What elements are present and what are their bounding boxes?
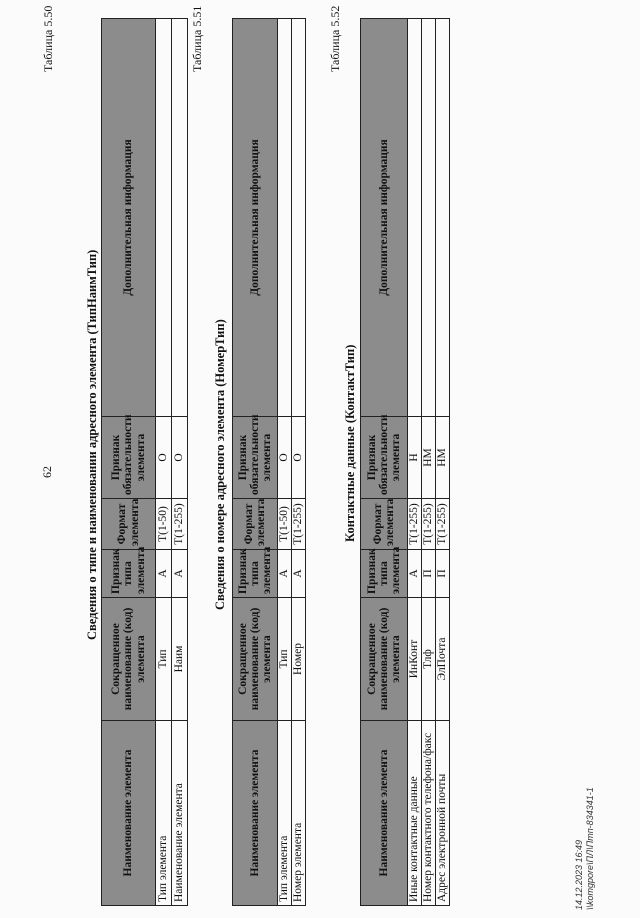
- table-cell: НМ: [436, 417, 450, 499]
- table-cell: НМ: [422, 417, 436, 499]
- table-cell: Номер: [292, 598, 306, 721]
- column-header: Признак обязательности элемента: [102, 417, 156, 499]
- column-header: Сокращенное наименование (код) элемента: [102, 598, 156, 721]
- table-header-row: [233, 19, 278, 906]
- table-cell: А: [408, 550, 422, 598]
- table-cell: [422, 19, 436, 417]
- data-table: [360, 18, 450, 906]
- column-header: Формат элемента: [102, 499, 156, 550]
- column-header: Признак типа элемента: [102, 550, 156, 598]
- table-cell: T(1-50): [156, 499, 172, 550]
- table-cell: [172, 19, 188, 417]
- table-cell: Тип элемента: [156, 721, 172, 906]
- column-header: Формат элемента: [233, 499, 278, 550]
- table-cell: [408, 19, 422, 417]
- stamp-path: \\komgpore\ПЛ\Птп-834341-1: [584, 787, 595, 910]
- table-cell: T(1-255): [422, 499, 436, 550]
- table-title: Сведения о номере адресного элемента (НомерТип): [213, 319, 227, 610]
- table-cell: П: [436, 550, 450, 598]
- table-cell: T(1-255): [408, 499, 422, 550]
- table-label: Таблица 5.50: [41, 5, 55, 72]
- table-cell: [278, 19, 292, 417]
- table-label: Таблица 5.51: [190, 5, 204, 72]
- table-cell: Адрес электронной почты: [436, 721, 450, 906]
- column-header: Дополнительная информация: [361, 19, 408, 417]
- print-stamp: [574, 787, 596, 910]
- data-table: [101, 18, 188, 906]
- table-row: [408, 19, 422, 906]
- table-label: Таблица 5.52: [328, 5, 342, 72]
- table-cell: T(1-255): [292, 499, 306, 550]
- table-header-row: [361, 19, 408, 906]
- page-number: 62: [40, 466, 54, 478]
- table-title: Сведения о типе и наименовании адресного элемента (ТипНаимТип): [85, 249, 99, 640]
- table-cell: А: [172, 550, 188, 598]
- column-header: Формат элемента: [361, 499, 408, 550]
- column-header: Сокращенное наименование (код) элемента: [361, 598, 408, 721]
- table-cell: А: [278, 550, 292, 598]
- table-row: [436, 19, 450, 906]
- table-cell: Тип: [156, 598, 172, 721]
- column-header: Наименование элемента: [233, 721, 278, 906]
- table-cell: О: [156, 417, 172, 499]
- column-header: Наименование элемента: [102, 721, 156, 906]
- table-row: [172, 19, 188, 906]
- table-cell: [156, 19, 172, 417]
- table-cell: Н: [408, 417, 422, 499]
- table-cell: А: [156, 550, 172, 598]
- table-cell: О: [278, 417, 292, 499]
- table-cell: T(1-255): [436, 499, 450, 550]
- table-header-row: [102, 19, 156, 906]
- stamp-date: 14.12.2023 16:49: [574, 839, 584, 910]
- table-cell: ЭлПочта: [436, 598, 450, 721]
- table-row: [278, 19, 292, 906]
- table-cell: Тип элемента: [278, 721, 292, 906]
- table-cell: Номер элемента: [292, 721, 306, 906]
- column-header: Признак типа элемента: [361, 550, 408, 598]
- column-header: Дополнительная информация: [102, 19, 156, 417]
- table-cell: [436, 19, 450, 417]
- column-header: Дополнительная информация: [233, 19, 278, 417]
- table-cell: Иные контактные данные: [408, 721, 422, 906]
- table-cell: Номер контактного телефона/факс: [422, 721, 436, 906]
- table-cell: T(1-50): [278, 499, 292, 550]
- table-row: [292, 19, 306, 906]
- table-cell: П: [422, 550, 436, 598]
- data-table: [232, 18, 306, 906]
- table-row: [422, 19, 436, 906]
- column-header: Сокращенное наименование (код) элемента: [233, 598, 278, 721]
- table-cell: О: [292, 417, 306, 499]
- column-header: Признак обязательности элемента: [361, 417, 408, 499]
- table-cell: T(1-255): [172, 499, 188, 550]
- table-cell: [292, 19, 306, 417]
- table-cell: Тлф: [422, 598, 436, 721]
- table-cell: Наименование элемента: [172, 721, 188, 906]
- column-header: Признак типа элемента: [233, 550, 278, 598]
- table-cell: ИнКонт: [408, 598, 422, 721]
- table-cell: Наим: [172, 598, 188, 721]
- column-header: Признак обязательности элемента: [233, 417, 278, 499]
- table-cell: О: [172, 417, 188, 499]
- table-cell: Тип: [278, 598, 292, 721]
- table-cell: А: [292, 550, 306, 598]
- column-header: Наименование элемента: [361, 721, 408, 906]
- table-title: Контактные данные (КонтактТип): [343, 344, 357, 542]
- table-row: [156, 19, 172, 906]
